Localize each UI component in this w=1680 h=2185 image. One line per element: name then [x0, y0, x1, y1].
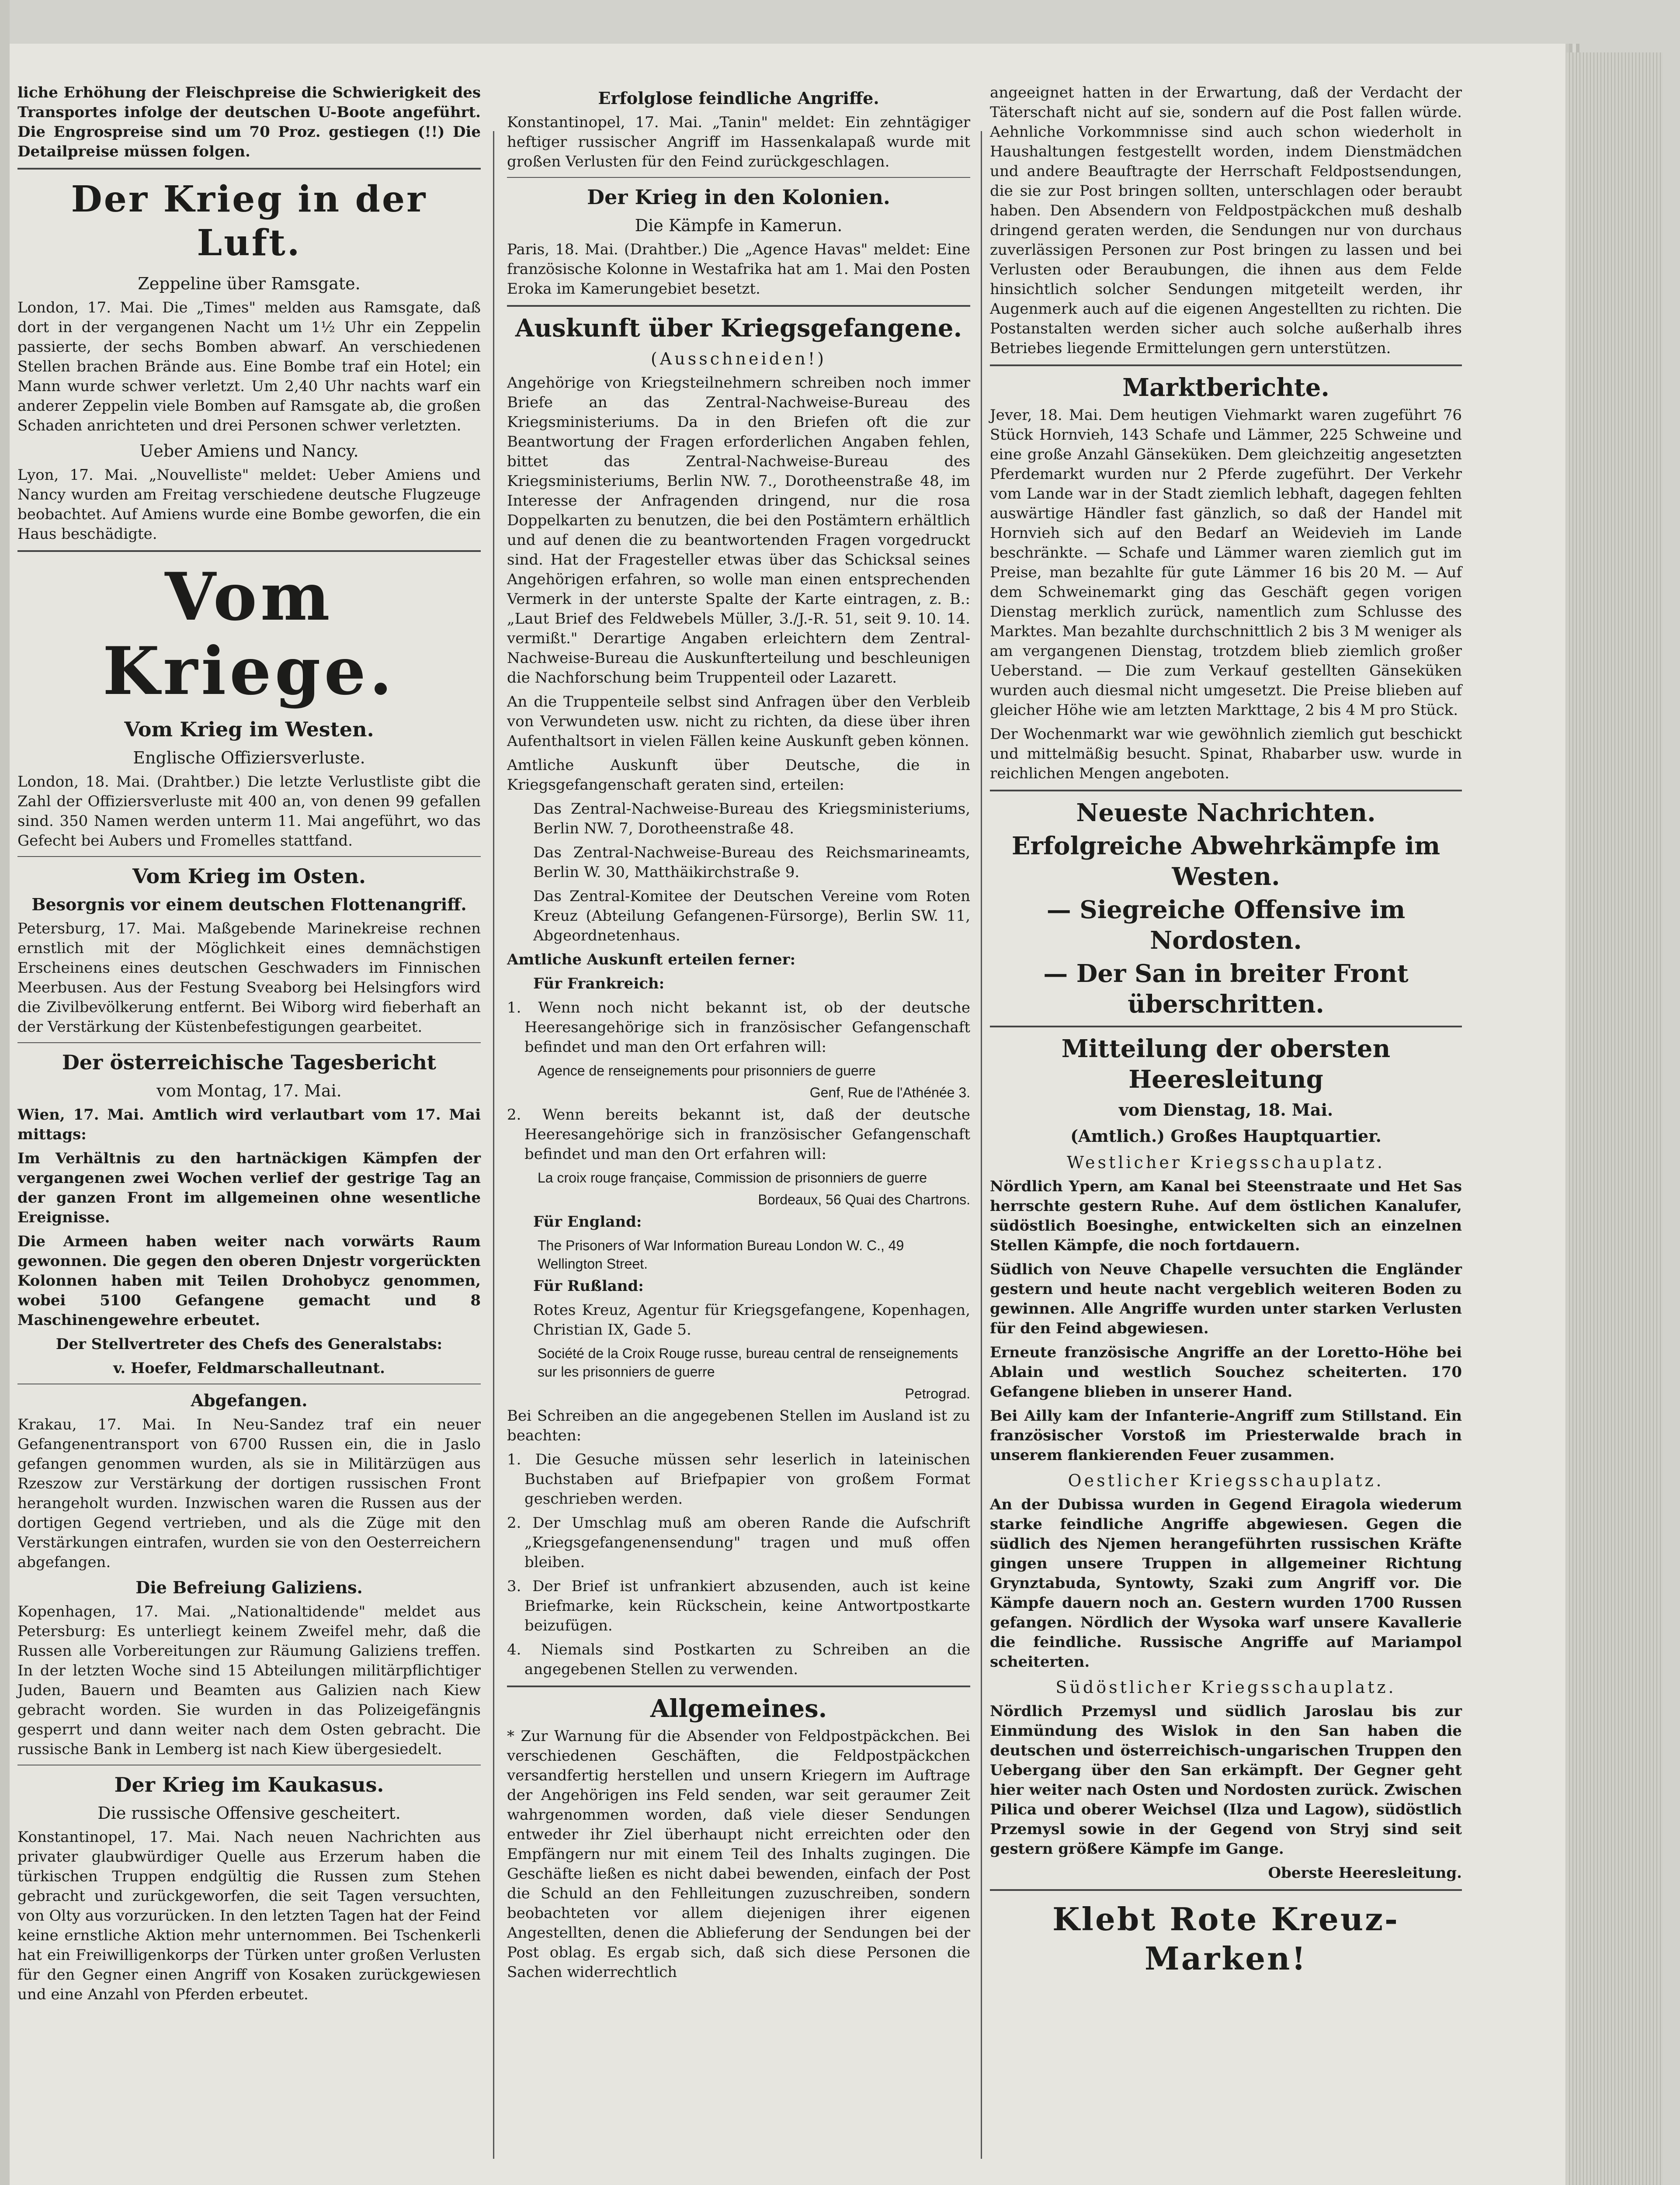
address-entry: Das Zentral-Nachweise-Bureau des Kriegsministeriums, Berlin NW. 7, Dorotheenstraße 48. [533, 800, 970, 837]
address-block: The Prisoners of War Information Bureau London W. C., 49 Wellington Street. [538, 1238, 904, 1272]
country-label: Für Frankreich: [533, 975, 665, 992]
address-entry: Das Zentral-Komitee der Deutschen Vereine vom Roten Kreuz (Abteilung Gefangenen-Fürsorge), Berlin SW. 11, Abgeordnetenhaus. [533, 888, 970, 944]
divider [507, 177, 970, 178]
subheading: Westlicher Kriegsschauplatz. [1067, 1153, 1385, 1172]
article-paragraph: Wien, 17. Mai. Amtlich wird verlautbart vom 17. Mai mittags: [17, 1106, 481, 1143]
article-paragraph: Bei Schreiben an die angegebenen Stellen im Ausland ist zu beachten: [507, 1407, 970, 1444]
divider [17, 168, 481, 170]
intro-paragraph: liche Erhöhung der Fleischpreise die Schwierigkeit des Transportes infolge der deutschen U-Boote angeführt. Die Engrospreise sind um 70 Proz. gestiegen (!!) Die Detailpreise müssen folgen. [17, 84, 481, 160]
article-paragraph: Amtliche Auskunft erteilen ferner: [507, 951, 796, 968]
article-paragraph: Im Verhältnis zu den hartnäckigen Kämpfen der vergangenen zwei Wochen verlief der gestrige Tag an der ganzen Front im allgemeinen ohne wesentliche Ereignisse. [17, 1150, 481, 1226]
column-2 [507, 83, 970, 1987]
subsection-title: Der österreichische Tagesbericht [62, 1051, 437, 1074]
article-paragraph: Der Wochenmarkt war wie gewöhnlich ziemlich gut beschickt und mittelmäßig besucht. Spinat, Rhabarber usw. wurde in reichlichen Mengen angeboten. [990, 725, 1462, 782]
article-paragraph: Nördlich Przemysl und südlich Jaroslau bis zur Einmündung des Wislok in den San haben die deutschen und österreichisch-ungarischen Truppen den Uebergang über den San erkämpft. Der Gegner geht hier weiter nach Osten und Nordosten zurück. Zwischen Pilica und oberer Weichsel (Ilza und Lagow), südöstlich Przemysl sowie in der Gegend von Stryj sind seit gestern größere Kämpfe im Gange. [990, 1703, 1462, 1858]
address-block: Société de la Croix Rouge russe, bureau central de renseignements sur les prisonniers de guerre [538, 1346, 958, 1380]
section-title-vom-kriege: Vom Kriege. [102, 558, 396, 710]
article-paragraph: London, 17. Mai. Die „Times" melden aus Ramsgate, daß dort in der vergangenen Nacht um 1½ Uhr ein Zeppelin passierte, der sechs Bomben abwarf. An verschiedenen Stellen brachen Brände aus. Eine Bombe traf ein Hotel; ein Mann wurde schwer verletzt. Um 2,40 Uhr nachts warf ein anderer Zeppelin viele Bomben auf Ramsgate ab, die großen Schaden anrichteten und drei Personen schwer verletzten. [17, 299, 481, 434]
list-item: 2. Wenn bereits bekannt ist, daß der deutsche Heeresangehörige sich in französischer Gefangenschaft befindet und man den Ort erfahren will: [507, 1106, 970, 1163]
subheading: (Amtlich.) Großes Hauptquartier. [1070, 1126, 1381, 1146]
divider [17, 550, 481, 552]
section-title-auskunft: Auskunft über Kriegsgefangene. [515, 314, 962, 343]
article-paragraph: Amtliche Auskunft über Deutsche, die in Kriegsgefangenschaft geraten sind, erteilen: [507, 756, 970, 794]
divider [507, 1686, 970, 1687]
subheading: vom Dienstag, 18. Mai. [1118, 1100, 1333, 1120]
article-paragraph: Krakau, 17. Mai. In Neu-Sandez traf ein neuer Gefangenentransport von 6700 Russen ein, die in Jaslo gefangen genommen wurden, als sie in Militärzügen aus Rzeszow zur Verstärkung der dortigen russischen Front herangeholt wurden. Inzwischen waren die Russen aus der dortigen Gegend vertrieben, und als die Züge mit den Verstärkungen eintrafen, wurden sie von den Oesterreichern abgefangen. [17, 1416, 481, 1571]
headline: — Siegreiche Offensive im Nordosten. [1046, 895, 1406, 955]
address-entry: Das Zentral-Nachweise-Bureau des Reichsmarineamts, Berlin W. 30, Matthäikirchstraße 9. [533, 844, 970, 881]
subsection-title: Der Krieg im Kaukasus. [114, 1773, 384, 1797]
subheading: Abgefangen. [191, 1391, 308, 1410]
article-paragraph: Konstantinopel, 17. Mai. „Tanin" meldet: Ein zehntägiger heftiger russischer Angriff im Hassenkalapaß wurde mit großen Verlusten für den Feind zurückgeschlagen. [507, 114, 970, 170]
column-3 [990, 83, 1462, 1978]
section-title-marktberichte: Marktberichte. [1122, 373, 1329, 402]
page-stack-edge [1566, 52, 1663, 2185]
column-rule [981, 131, 982, 2159]
subheading: Oestlicher Kriegsschauplatz. [1068, 1471, 1384, 1490]
divider [990, 364, 1462, 366]
divider [990, 1889, 1462, 1891]
divider [507, 305, 970, 307]
binding-edge [0, 0, 10, 2185]
subheading: Englische Offiziersverluste. [133, 748, 365, 767]
signature-line: v. Hoefer, Feldmarschalleutnant. [113, 1360, 385, 1377]
address-block: Agence de renseignements pour prisonniers de guerre [538, 1063, 876, 1079]
address-block: Bordeaux, 56 Quai des Chartrons. [758, 1192, 970, 1207]
article-paragraph: Südlich von Neuve Chapelle versuchten die Engländer gestern und heute nacht vergeblich weiteren Boden zu gewinnen. Alle Angriffe wurden unter starken Verlusten für den Feind abgewiesen. [990, 1261, 1462, 1337]
address-block: Genf, Rue de l'Athénée 3. [809, 1085, 970, 1100]
column-rule [493, 131, 494, 2159]
subheading: Ueber Amiens und Nancy. [139, 441, 359, 461]
address-block: Petrograd. [905, 1386, 970, 1401]
article-paragraph: Kopenhagen, 17. Mai. „Nationaltidende" meldet aus Petersburg: Es unterliegt keinem Zweifel mehr, daß die Russen alle Vorbereitungen zur Räumung Galiziens treffen. In der letzten Woche sind 15 Abteilungen militärpflichtiger Juden, Bauern und Beamten aus Galizien nach Kiew gebracht worden. Sie wurden in das Polizeigefängnis gesperrt und dann weiter nach dem Osten gebracht. Die russische Bank in Lemberg ist nach Kiew übergesiedelt. [17, 1603, 481, 1758]
headline: — Der San in breiter Front überschritten. [1043, 959, 1409, 1019]
divider [990, 1026, 1462, 1027]
divider [17, 1042, 481, 1043]
signature-line: Oberste Heeresleitung. [1268, 1864, 1462, 1882]
subsection-title: Der Krieg in den Kolonien. [587, 185, 890, 209]
article-paragraph: Angehörige von Kriegsteilnehmern schreiben noch immer Briefe an das Zentral-Nachweise-Bureau des Kriegsministeriums. Da in den Briefen oft die zur Beantwortung der Fragen erforderlichen Angaben fehlen, bittet das Zentral-Nachweise-Bureau des Kriegsministeriums, Berlin NW. 7., Dorotheenstraße 48, im Interesse der Anfragenden dringend, nur die rosa Doppelkarten zu benutzen, die bei den Postämtern erhältlich und auf denen die zu beantwortenden Fragen vorgedruckt sind. Hat der Fragesteller etwas über das Schicksal seines Angehörigen erfahren, so wolle man einen entsprechenden Vermerk in der unterste Spalte der Karte eintragen, z. B.: „Laut Brief des Feldwebels Müller, 3./J.-R. 51, seit 9. 10. 14. vermißt." Derartige Angaben erleichtern dem Zentral-Nachweise-Bureau die Auskunfterteilung und beschleunigen die Nachforschung beim Truppenteil oder Lazarett. [507, 374, 970, 687]
section-title-luft: Der Krieg in der Luft. [71, 178, 427, 264]
article-paragraph: Jever, 18. Mai. Dem heutigen Viehmarkt waren zugeführt 76 Stück Hornvieh, 143 Schafe und Lämmer, 225 Schweine und eine große Anzahl Gänseküken. Dem gleichzeitig angesetzten Pferdemarkt wurden nur 2 Pferde zugeführt. Der Verkehr vom Lande war in der Stadt ziemlich lebhaft, dagegen fehlten auswärtige Händler fast gänzlich, so daß der Handel mit Hornvieh sich auf den Bedarf an Weidevieh im Lande beschränkte. — Schafe und Lämmer waren ziemlich gut im Preise, man bezahlte für gute Lämmer 16 bis 20 M. — Auf dem Schweinemarkt ging das Geschäft gegen vorigen Dienstag merklich zurück, namentlich zum Schlusse des Marktes. Man bezahlte durchschnittlich 2 bis 3 M weniger als am vergangenen Dienstag, trotzdem blieb ziemlich großer Ueberstand. — Die zum Verkauf gestellten Gänseküken wurden auch diesmal nicht umgesetzt. Die Preise blieben auf gleicher Höhe wie am letzten Markttage, 2 bis 4 M pro Stück. [990, 406, 1462, 719]
subsection-title: Vom Krieg im Westen. [124, 718, 374, 741]
article-paragraph: An die Truppenteile selbst sind Anfragen über den Verbleib von Verwundeten usw. nicht zu richten, da diese über ihren Aufenthaltsort in vielen Fällen keine Auskunft geben können. [507, 693, 970, 750]
column-1 [17, 83, 481, 2009]
article-paragraph: Erneute französische Angriffe an der Loretto-Höhe bei Ablain und westlich Souchez scheiterten. 170 Gefangene blieben in unserer Hand. [990, 1344, 1462, 1401]
divider [17, 856, 481, 857]
section-title-heeresleitung: Mitteilung der obersten Heeresleitung [1061, 1034, 1391, 1094]
article-paragraph: Die Armeen haben weiter nach vorwärts Raum gewonnen. Die gegen den oberen Dnjestr vorgerückten Kolonnen haben mit Teilen Drohobycz genommen, wobei 5100 Gefangene gemacht und 8 Maschinengewehre erbeutet. [17, 1233, 481, 1329]
article-paragraph: Bei Ailly kam der Infanterie-Angriff zum Stillstand. Ein französischer Vorstoß im Priesterwalde brach in unserem flankierenden Feuer zusammen. [990, 1407, 1462, 1464]
article-paragraph: * Zur Warnung für die Absender von Feldpostpäckchen. Bei verschiedenen Geschäften, die Feldpostpäckchen versandfertig herstellen und unsern Kriegern im Auftrage der Angehörigen ins Feld senden, war seit geraumer Zeit wahrgenommen worden, daß viele dieser Sendungen entweder ihr Ziel überhaupt nicht erreichten oder den Empfängern nur mit einem Teil des Inhalts zugingen. Die Geschäfte ließen es nicht dabei bewenden, einfach der Post die Schuld an den Fehlleitungen zuzuschreiben, sondern beobachteten vor allem diejenigen ihrer eigenen Angestellten, denen die Ablieferung der Sendungen bei der Post oblag. Es ergab sich, daß sich diese Personen die Sachen widerrechtlich [507, 1727, 970, 1981]
address-block: La croix rouge française, Commission de prisonniers de guerre [538, 1170, 927, 1186]
address-entry: Rotes Kreuz, Agentur für Kriegsgefangene, Kopenhagen, Christian IX, Gade 5. [533, 1301, 970, 1339]
article-paragraph: Konstantinopel, 17. Mai. Nach neuen Nachrichten aus privater glaubwürdiger Quelle aus Erzerum haben die türkischen Truppen endgültig die Russen zum Stehen gebracht und zurückgeworfen, die seit Tagen versuchten, von Olty aus vorzurücken. In den letzten Tagen hat der Feind keine ernstliche Aktion mehr unternommen. Bei Tschenkerli hat ein Freiwilligenkorps der Türken unter großen Verlusten für den Gegner einen Angriff von Kosaken zurückgewiesen und eine Anzahl von Pferden erbeutet. [17, 1828, 481, 2003]
list-item: 3. Der Brief ist unfrankiert abzusenden, auch ist keine Briefmarke, kein Rückschein, keine Antwortpostkarte beizufügen. [507, 1578, 970, 1634]
subheading: Die Befreiung Galiziens. [135, 1578, 363, 1597]
list-item: 2. Der Umschlag muß am oberen Rande die Aufschrift „Kriegsgefangenensendung" tragen und muß offen bleiben. [507, 1514, 970, 1571]
subheading: Südöstlicher Kriegsschauplatz. [1055, 1678, 1396, 1697]
list-item: 1. Die Gesuche müssen sehr leserlich in lateinischen Buchstaben auf Briefpapier von großem Format geschrieben werden. [507, 1451, 970, 1508]
subheading: vom Montag, 17. Mai. [156, 1081, 342, 1100]
subheading: Besorgnis vor einem deutschen Flottenangriff. [31, 895, 467, 914]
article-paragraph: Lyon, 17. Mai. „Nouvelliste" meldet: Ueber Amiens und Nancy wurden am Freitag verschiedene deutsche Flugzeuge beobachtet. Auf Amiens wurde eine Bombe geworfen, die ein Haus beschädigte. [17, 466, 481, 543]
article-paragraph: Petersburg, 17. Mai. Maßgebende Marinekreise rechnen ernstlich mit der Möglichkeit eines demnächstigen Erscheinens eines deutschen Geschwaders im Finnischen Meerbusen. Aus der Festung Sveaborg bei Helsingfors wird die Zivilbevölkerung entfernt. Bei Wiborg wird fieberhaft an der Verstärkung der Küstenbefestigungen gearbeitet. [17, 920, 481, 1036]
section-title-allgemeines: Allgemeines. [650, 1694, 827, 1723]
closing-appeal: Klebt Rote Kreuz-Marken! [1052, 1901, 1399, 1977]
subheading: Die Kämpfe in Kamerun. [635, 216, 843, 235]
article-paragraph: angeeignet hatten in der Erwartung, daß der Verdacht der Täterschaft nicht auf sie, sondern auf die Post fallen würde. Aehnliche Vorkommnisse sind auch schon wiederholt in Haushaltungen festgestellt worden, indem Dienstmädchen und andere Beauftragte der Herrschaft Feldpostsendungen, die sie zur Post bringen sollten, unterschlagen oder beraubt haben. Den Absendern von Feldpostpäckchen muß deshalb dringend geraten werden, die Sendungen nur von durchaus zuverlässigen Personen zur Post bringen zu lassen und bei Verlusten oder Beraubungen, die ihnen aus dem Felde hinsichtlich solcher Sendungen mitgeteilt werden, ihr Augenmerk auch auf die eigenen Angestellten zu richten. Die Postanstalten werden sicher auch solche außerhalb ihres Betriebes liegende Ermittelungen gern unterstützen. [990, 84, 1462, 357]
article-paragraph: Nördlich Ypern, am Kanal bei Steenstraate und Het Sas herrschte gestern Ruhe. Auf dem östlichen Kanalufer, südöstlich Boesinghe, entwickelten sich an einzelnen Stellen Kämpfe, die noch fortdauern. [990, 1178, 1462, 1254]
article-paragraph: London, 18. Mai. (Drahtber.) Die letzte Verlustliste gibt die Zahl der Offiziersverluste mit 400 an, von denen 99 gefallen sind. 350 Namen werden unterm 11. Mai angeführt, wo das Gefecht bei Aubers und Fromelles stattfand. [17, 773, 481, 850]
headline: Neueste Nachrichten. [1076, 798, 1376, 827]
list-item: 4. Niemals sind Postkarten zu Schreiben an die angegebenen Stellen zu verwenden. [507, 1641, 970, 1678]
article-paragraph: Paris, 18. Mai. (Drahtber.) Die „Agence Havas" meldet: Eine französische Kolonne in Westafrika hat am 1. Mai den Posten Eroka im Kamerungebiet besetzt. [507, 241, 970, 298]
headline: Erfolgreiche Abwehrkämpfe im Westen. [1011, 832, 1440, 891]
country-label: Für England: [533, 1213, 642, 1231]
list-item: 1. Wenn noch nicht bekannt ist, ob der deutsche Heeresangehörige sich in französischer Gefangenschaft befindet und man den Ort erfahren will: [507, 999, 970, 1056]
signature-line: Der Stellvertreter des Chefs des Generalstabs: [56, 1335, 443, 1353]
subheading: Zeppeline über Ramsgate. [138, 274, 361, 293]
subheading: Erfolglose feindliche Angriffe. [598, 88, 879, 108]
subheading: (Ausschneiden!) [651, 349, 826, 368]
article-paragraph: An der Dubissa wurden in Gegend Eiragola wiederum starke feindliche Angriffe abgewiesen. Gegen die südlich des Njemen herangeführten russischen Kräfte gingen unsere Truppen in allgemeiner Richtung Grynztabuda, Syntowty, Szaki zum Angriff vor. Die Kämpfe dauern noch an. Gestern wurden 1700 Russen gefangen. Nördlich der Wysoka warf unsere Kavallerie die feindliche. Russische Angriffe auf Mariampol scheiterten. [990, 1496, 1462, 1671]
divider [990, 790, 1462, 791]
country-label: Für Rußland: [533, 1277, 644, 1295]
subheading: Die russische Offensive gescheitert. [97, 1803, 401, 1823]
subsection-title: Vom Krieg im Osten. [132, 864, 366, 888]
